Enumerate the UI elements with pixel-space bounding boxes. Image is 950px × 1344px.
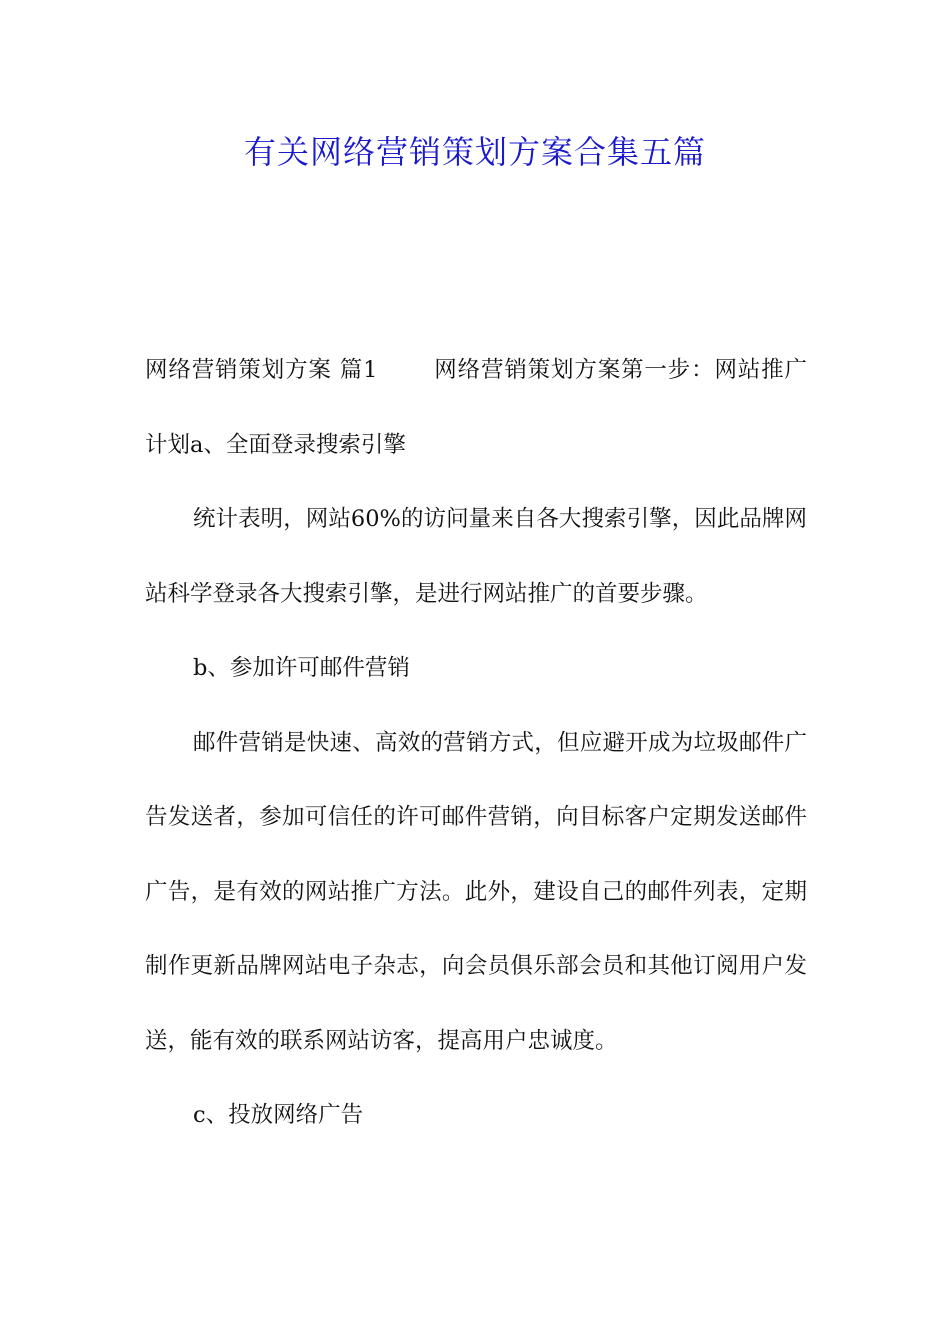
- section-label: 网络营销策划方案 篇1: [145, 357, 378, 383]
- paragraph-5: c、投放网络广告: [193, 1102, 364, 1128]
- paragraph-heading: [145, 333, 807, 482]
- paragraph-1: 网络营销策划方案第一步：网站推广计划a、全面登录搜索引擎: [145, 357, 807, 458]
- document-title: 有关网络营销策划方案合集五篇: [243, 133, 706, 171]
- paragraph-2: 统计表明，网站60%的访问量来自各大搜索引擎，因此品牌网站科学登录各大搜索引擎，是进行网站推广的首要步骤。: [145, 506, 807, 607]
- document-body: [145, 333, 807, 1153]
- paragraph-4: 邮件营销是快速、高效的营销方式，但应避开成为垃圾邮件广告发送者，参加可信任的许可邮件营销，向目标客户定期发送邮件广告，是有效的网站推广方法。此外，建设自己的邮件列表，定期制作更新品牌网站电子杂志，向会员俱乐部会员和其他订阅用户发送，能有效的联系网站访客，提高用户忠诚度。: [145, 729, 807, 1054]
- paragraph-3: b、参加许可邮件营销: [193, 655, 410, 681]
